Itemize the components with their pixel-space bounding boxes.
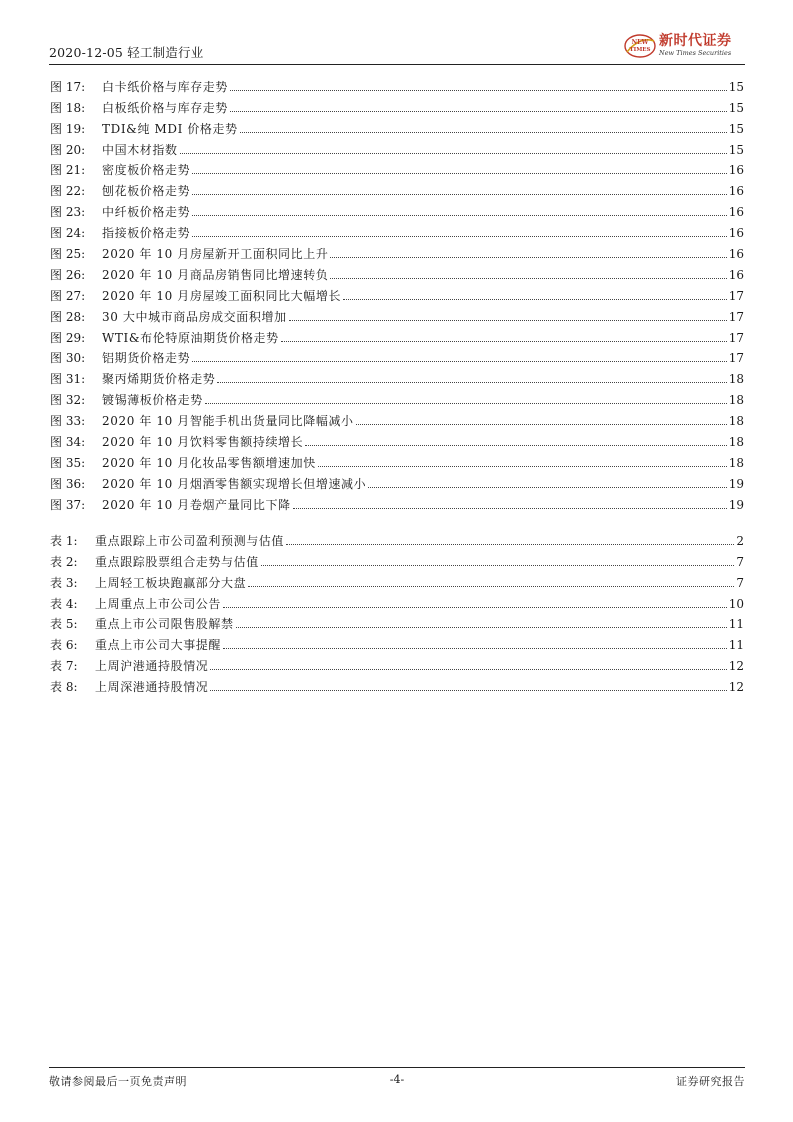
toc-dot-leader xyxy=(210,668,726,670)
toc-dot-leader xyxy=(180,152,727,154)
toc-entry-label: 图 37: xyxy=(50,497,86,512)
toc-entry-page: 12 xyxy=(728,659,744,674)
toc-entry-label: 图 35: xyxy=(50,455,86,470)
toc-entry[interactable] xyxy=(50,631,744,652)
toc-entry-page: 17 xyxy=(728,309,744,324)
toc-entry-label: 图 20: xyxy=(50,142,86,157)
page-number: -4- xyxy=(389,1073,405,1086)
toc-entry-label: 表 4: xyxy=(50,596,78,611)
toc-entry-title: 2020 年 10 月商品房销售同比增速转负 xyxy=(102,267,329,282)
toc-entry-page: 16 xyxy=(728,205,744,220)
toc-entry[interactable] xyxy=(50,548,744,569)
toc-entry-page: 16 xyxy=(728,247,744,262)
toc-entry-page: 12 xyxy=(728,680,744,695)
toc-entry-title: 上周沪港通持股情况 xyxy=(95,659,209,674)
toc-dot-leader xyxy=(286,543,734,545)
table-list xyxy=(50,527,744,694)
toc-entry-page: 16 xyxy=(728,267,744,282)
toc-entry-page: 18 xyxy=(728,372,744,387)
toc-entry[interactable] xyxy=(50,219,744,240)
logo-chinese-name: 新时代证券 xyxy=(659,33,732,49)
toc-entry-title: 铝期货价格走势 xyxy=(102,351,191,366)
toc-entry-page: 16 xyxy=(728,163,744,178)
toc-entry-label: 图 31: xyxy=(50,372,86,387)
toc-entry-page: 15 xyxy=(728,142,744,157)
toc-entry-label: 图 36: xyxy=(50,476,86,491)
toc-entry[interactable] xyxy=(50,261,744,282)
toc-entry-title: 聚丙烯期货价格走势 xyxy=(102,372,216,387)
toc-entry-label: 图 33: xyxy=(50,414,86,429)
header-date-industry: 2020-12-05 轻工制造行业 xyxy=(49,45,204,60)
toc-entry-page: 16 xyxy=(728,184,744,199)
disclaimer-note: 敬请参阅最后一页免责声明 xyxy=(49,1075,187,1088)
toc-entry-label: 图 32: xyxy=(50,393,86,408)
toc-entry[interactable] xyxy=(50,569,744,590)
toc-entry[interactable] xyxy=(50,386,744,407)
toc-entry-page: 2 xyxy=(736,533,744,548)
toc-entry-page: 11 xyxy=(728,617,744,632)
toc-entry[interactable] xyxy=(50,428,744,449)
toc-entry-page: 15 xyxy=(728,100,744,115)
toc-dot-leader xyxy=(223,647,727,649)
toc-entry-label: 图 22: xyxy=(50,184,86,199)
toc-dot-leader xyxy=(356,423,727,425)
toc-dot-leader xyxy=(240,131,727,133)
toc-entry-page: 17 xyxy=(728,351,744,366)
page-footer xyxy=(49,1067,745,1092)
toc-dot-leader xyxy=(192,235,727,237)
toc-entry-label: 表 2: xyxy=(50,554,78,569)
toc-entry-label: 图 24: xyxy=(50,226,86,241)
toc-entry[interactable] xyxy=(50,407,744,428)
toc-entry-label: 图 23: xyxy=(50,205,86,220)
toc-entry-label: 图 30: xyxy=(50,351,86,366)
toc-entry-page: 16 xyxy=(728,226,744,241)
toc-entry-page: 18 xyxy=(728,455,744,470)
toc-dot-leader xyxy=(330,256,726,258)
toc-entry-label: 表 5: xyxy=(50,617,78,632)
toc-entry-page: 7 xyxy=(736,554,744,569)
page-header xyxy=(49,28,745,65)
toc-dot-leader xyxy=(223,606,727,608)
toc-entry-title: 白板纸价格与库存走势 xyxy=(102,100,229,115)
toc-entry-label: 图 29: xyxy=(50,330,86,345)
toc-entry-title: 2020 年 10 月饮料零售额持续增长 xyxy=(102,435,304,450)
toc-entry[interactable] xyxy=(50,470,744,491)
logo-mark-times: TIMES xyxy=(629,47,651,53)
toc-entry-label: 图 28: xyxy=(50,309,86,324)
toc-dot-leader xyxy=(230,89,727,91)
toc-entry-title: 2020 年 10 月卷烟产量同比下降 xyxy=(102,497,291,512)
toc-entry[interactable] xyxy=(50,491,744,512)
toc-entry[interactable] xyxy=(50,590,744,611)
report-type: 证券研究报告 xyxy=(676,1075,745,1088)
toc-entry-title: 中国木材指数 xyxy=(102,142,178,157)
toc-entry[interactable] xyxy=(50,652,744,673)
toc-entry[interactable] xyxy=(50,177,744,198)
toc-entry-page: 18 xyxy=(728,393,744,408)
toc-entry-title: 白卡纸价格与库存走势 xyxy=(102,79,229,94)
toc-entry-page: 19 xyxy=(728,476,744,491)
toc-dot-leader xyxy=(192,360,727,362)
logo-mark-new: NEW xyxy=(631,39,649,46)
toc-dot-leader xyxy=(205,402,727,404)
toc-dot-leader xyxy=(192,172,727,174)
toc-dot-leader xyxy=(261,564,735,566)
toc-entry-label: 表 7: xyxy=(50,659,78,674)
toc-entry-label: 表 3: xyxy=(50,575,78,590)
toc-entry-page: 11 xyxy=(728,638,744,653)
toc-entry[interactable] xyxy=(50,449,744,470)
toc-entry-label: 图 19: xyxy=(50,121,86,136)
toc-entry-title: 2020 年 10 月房屋新开工面积同比上升 xyxy=(102,247,329,262)
toc-entry[interactable] xyxy=(50,303,744,324)
toc-entry-title: 镀锡薄板价格走势 xyxy=(102,393,203,408)
toc-entry-label: 表 1: xyxy=(50,533,78,548)
toc-dot-leader xyxy=(343,298,727,300)
toc-entry-label: 图 26: xyxy=(50,267,86,282)
toc-entry-label: 图 21: xyxy=(50,163,86,178)
toc-entry[interactable] xyxy=(50,136,744,157)
toc-entry-title: 上周重点上市公司公告 xyxy=(95,596,222,611)
toc-entry-label: 图 34: xyxy=(50,435,86,450)
toc-entry[interactable] xyxy=(50,611,744,632)
toc-entry-page: 19 xyxy=(728,497,744,512)
toc-entry[interactable] xyxy=(50,673,744,694)
toc-entry-title: 密度板价格走势 xyxy=(102,163,191,178)
toc-entry-page: 7 xyxy=(736,575,744,590)
toc-dot-leader xyxy=(305,444,726,446)
toc-entry-label: 图 18: xyxy=(50,100,86,115)
toc-entry-label: 图 17: xyxy=(50,79,86,94)
toc-entry-page: 15 xyxy=(728,121,744,136)
toc-dot-leader xyxy=(318,465,727,467)
toc-entry-page: 17 xyxy=(728,288,744,303)
toc-dot-leader xyxy=(210,689,726,691)
toc-entry-title: 重点上市公司大事提醒 xyxy=(95,638,222,653)
toc-entry-title: 2020 年 10 月智能手机出货量同比降幅减小 xyxy=(102,414,354,429)
toc-entry[interactable] xyxy=(50,324,744,345)
toc-entry[interactable] xyxy=(50,282,744,303)
toc-entry-page: 15 xyxy=(728,79,744,94)
toc-entry-label: 图 27: xyxy=(50,288,86,303)
toc-dot-leader xyxy=(236,626,727,628)
toc-dot-leader xyxy=(248,585,734,587)
toc-dot-leader xyxy=(293,507,727,509)
toc-entry-label: 图 25: xyxy=(50,247,86,262)
toc-dot-leader xyxy=(368,486,726,488)
toc-entry-title: 2020 年 10 月烟酒零售额实现增长但增速减小 xyxy=(102,476,367,491)
toc-entry-title: 上周深港通持股情况 xyxy=(95,680,209,695)
toc-entry[interactable] xyxy=(50,115,744,136)
toc-entry-page: 18 xyxy=(728,414,744,429)
toc-entry-title: 2020 年 10 月房屋竣工面积同比大幅增长 xyxy=(102,288,342,303)
toc-entry-label: 表 8: xyxy=(50,680,78,695)
toc-dot-leader xyxy=(230,110,727,112)
toc-dot-leader xyxy=(192,193,727,195)
toc-dot-leader xyxy=(281,340,727,342)
toc-entry[interactable] xyxy=(50,73,744,94)
toc-entry-title: 中纤板价格走势 xyxy=(102,205,191,220)
toc-dot-leader xyxy=(330,277,726,279)
toc-entry-title: WTI&布伦特原油期货价格走势 xyxy=(102,330,279,345)
toc-entry[interactable] xyxy=(50,94,744,115)
toc-dot-leader xyxy=(217,381,726,383)
toc-entry[interactable] xyxy=(50,157,744,178)
toc-entry[interactable] xyxy=(50,365,744,386)
toc-entry-title: 2020 年 10 月化妆品零售额增速加快 xyxy=(102,455,316,470)
toc-entry-page: 10 xyxy=(728,596,744,611)
toc-entry-page: 17 xyxy=(728,330,744,345)
company-logo xyxy=(623,28,745,62)
toc-entry-label: 表 6: xyxy=(50,638,78,653)
toc-entry-title: 重点跟踪股票组合走势与估值 xyxy=(95,554,259,569)
toc-dot-leader xyxy=(192,214,727,216)
toc-entry-title: TDI&纯 MDI 价格走势 xyxy=(102,121,238,136)
toc-dot-leader xyxy=(289,319,727,321)
toc-entry[interactable] xyxy=(50,240,744,261)
toc-entry-title: 上周轻工板块跑赢部分大盘 xyxy=(95,575,247,590)
toc-entry[interactable] xyxy=(50,345,744,366)
toc-entry-title: 指接板价格走势 xyxy=(102,226,191,241)
logo-english-name: New Times Securities xyxy=(659,49,732,57)
toc-entry-title: 重点跟踪上市公司盈利预测与估值 xyxy=(95,533,285,548)
toc-entry-title: 重点上市公司限售股解禁 xyxy=(95,617,234,632)
toc-entry[interactable] xyxy=(50,198,744,219)
toc-entry-title: 刨花板价格走势 xyxy=(102,184,191,199)
toc-entry-page: 18 xyxy=(728,435,744,450)
toc-entry[interactable] xyxy=(50,527,744,548)
figure-list xyxy=(50,73,744,512)
new-times-logo-icon xyxy=(623,32,657,60)
toc-entry-title: 30 大中城市商品房成交面积增加 xyxy=(102,309,287,324)
